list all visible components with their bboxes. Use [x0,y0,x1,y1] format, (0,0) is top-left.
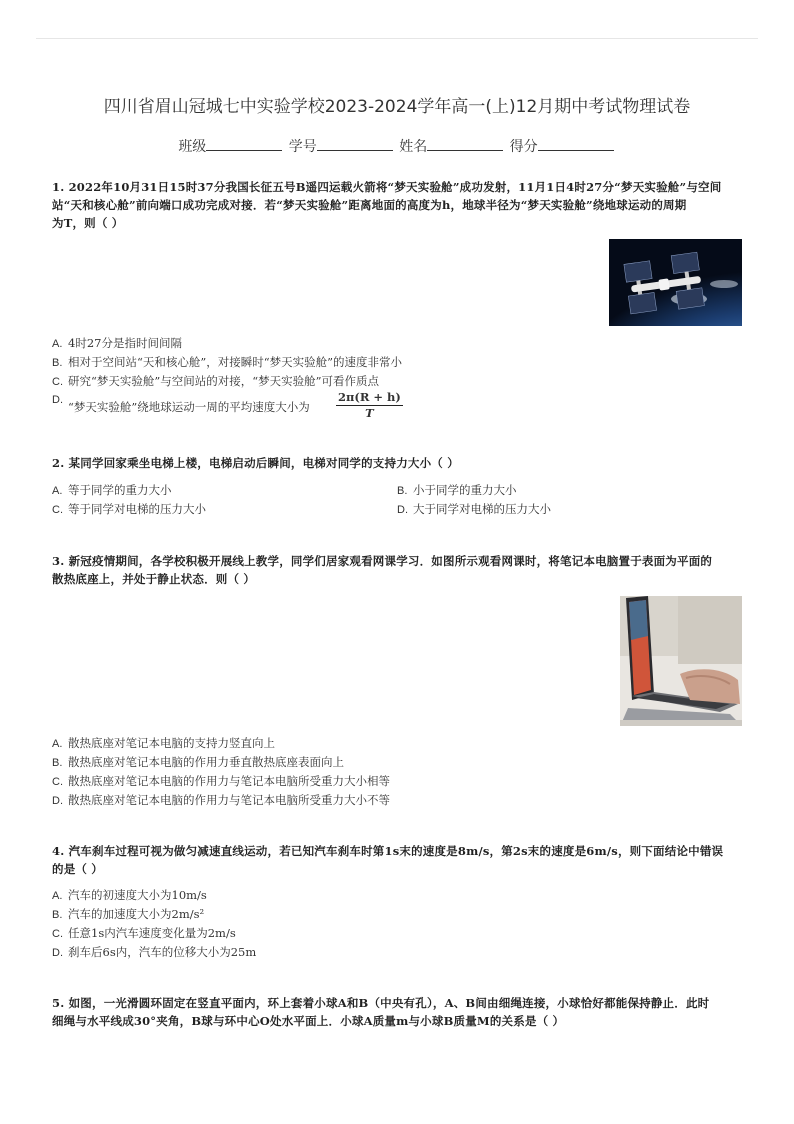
question-2-options [52,481,742,519]
option-d[interactable]: D. 刹车后6s内，汽车的位移大小为25m [52,945,257,959]
stem-line: 1. 2022年10月31日15时37分我国长征五号B遥四运载火箭将“梦天实验舱”成功发射，11月1日4时27分“梦天实验舱”与空间 [52,180,722,194]
average-speed-formula: $\frac{2\pi(R + h)}{T}$ [338,390,401,420]
option-c[interactable]: C. 散热底座对笔记本电脑的作用力与笔记本电脑所受重力大小相等 [52,774,390,788]
option-c[interactable]: C. 等于同学对电梯的压力大小 [52,502,206,516]
option-d[interactable]: D. “梦天实验舱”绕地球运动一周的平均速度大小为 $\frac{2\pi(R + h)}{T}$ [52,390,401,420]
option-d[interactable]: D. 散热底座对笔记本电脑的作用力与笔记本电脑所受重力大小不等 [52,793,390,807]
student-id-label: 学号 [288,139,317,155]
student-id-blank[interactable] [317,138,393,151]
score-label: 得分 [509,139,538,155]
option-b[interactable]: B. 散热底座对笔记本电脑的作用力垂直散热底座表面向上 [52,755,344,769]
question-4 [52,842,742,962]
option-c[interactable]: C. 研究“梦天实验舱”与空间站的对接，“梦天实验舱”可看作质点 [52,374,380,388]
stem-line: 为T，则（ ） [52,216,124,230]
stem-line: 4. 汽车刹车过程可视为做匀减速直线运动，若已知汽车刹车时第1s末的速度是8m/s，第2s末的速度是6m/s，则下面结论中错误 [52,844,724,858]
student-info-line [0,136,794,156]
question-2-stem: 2. 某同学回家乘坐电梯上楼，电梯启动后瞬间，电梯对同学的支持力大小（ ） [52,456,459,470]
question-5-stem [52,994,742,1030]
stem-line: 细绳与水平线成30°夹角，B球与环中心O处水平面上．小球A质量m与小球B质量M的关系是（ ） [52,1014,565,1028]
name-label: 姓名 [399,139,428,155]
top-rule [36,38,758,39]
option-a[interactable]: A. 等于同学的重力大小 [52,483,172,497]
score-blank[interactable] [538,138,614,151]
option-a[interactable]: A. 汽车的初速度大小为10m/s [52,888,207,902]
option-c[interactable]: C. 任意1s内汽车速度变化量为2m/s [52,926,236,940]
question-4-stem [52,842,742,878]
option-a[interactable]: A. 散热底座对笔记本电脑的支持力竖直向上 [52,736,275,750]
option-b[interactable]: B. 相对于空间站“天和核心舱”，对接瞬时“梦天实验舱”的速度非常小 [52,355,403,369]
question-4-options [52,886,742,962]
class-label: 班级 [178,139,207,155]
option-d-text: “梦天实验舱”绕地球运动一周的平均速度大小为 [68,400,310,414]
stem-line: 5. 如图，一光滑圆环固定在竖直平面内，环上套着小球A和B（中央有孔），A、B间由细绳连接，小球恰好都能保持静止．此时 [52,996,710,1010]
name-blank[interactable] [427,138,503,151]
option-d[interactable]: D. 大于同学对电梯的压力大小 [397,502,551,516]
option-b[interactable]: B. 汽车的加速度大小为2m/s² [52,907,205,921]
question-1-options [52,334,742,419]
question-1-stem [52,178,742,232]
question-3 [52,552,742,588]
stem-line: 站“天和核心舱”前向端口成功完成对接．若“梦天实验舱”距离地面的高度为h，地球半径为“梦天实验舱”绕地球运动的周期 [52,198,687,212]
question-3-stem [52,552,742,588]
space-station-image [609,239,742,326]
option-b[interactable]: B. 小于同学的重力大小 [397,483,517,497]
page-title: 四川省眉山冠城七中实验学校2023-2024学年高一(上)12月期中考试物理试卷 [103,97,691,117]
stem-line: 散热底座上，并处于静止状态．则（ ） [52,572,256,586]
question-2 [52,454,742,519]
class-blank[interactable] [206,138,282,151]
laptop-on-stand-image [620,596,742,726]
question-5 [52,994,742,1030]
stem-line: 的是（ ） [52,862,104,876]
question-3-options [52,734,742,810]
stem-line: 3. 新冠疫情期间，各学校积极开展线上教学，同学们居家观看网课学习．如图所示观看网课时，将笔记本电脑置于表面为平面的 [52,554,713,568]
question-1 [52,178,742,232]
option-a[interactable]: A. 4时27分是指时间间隔 [52,336,182,350]
